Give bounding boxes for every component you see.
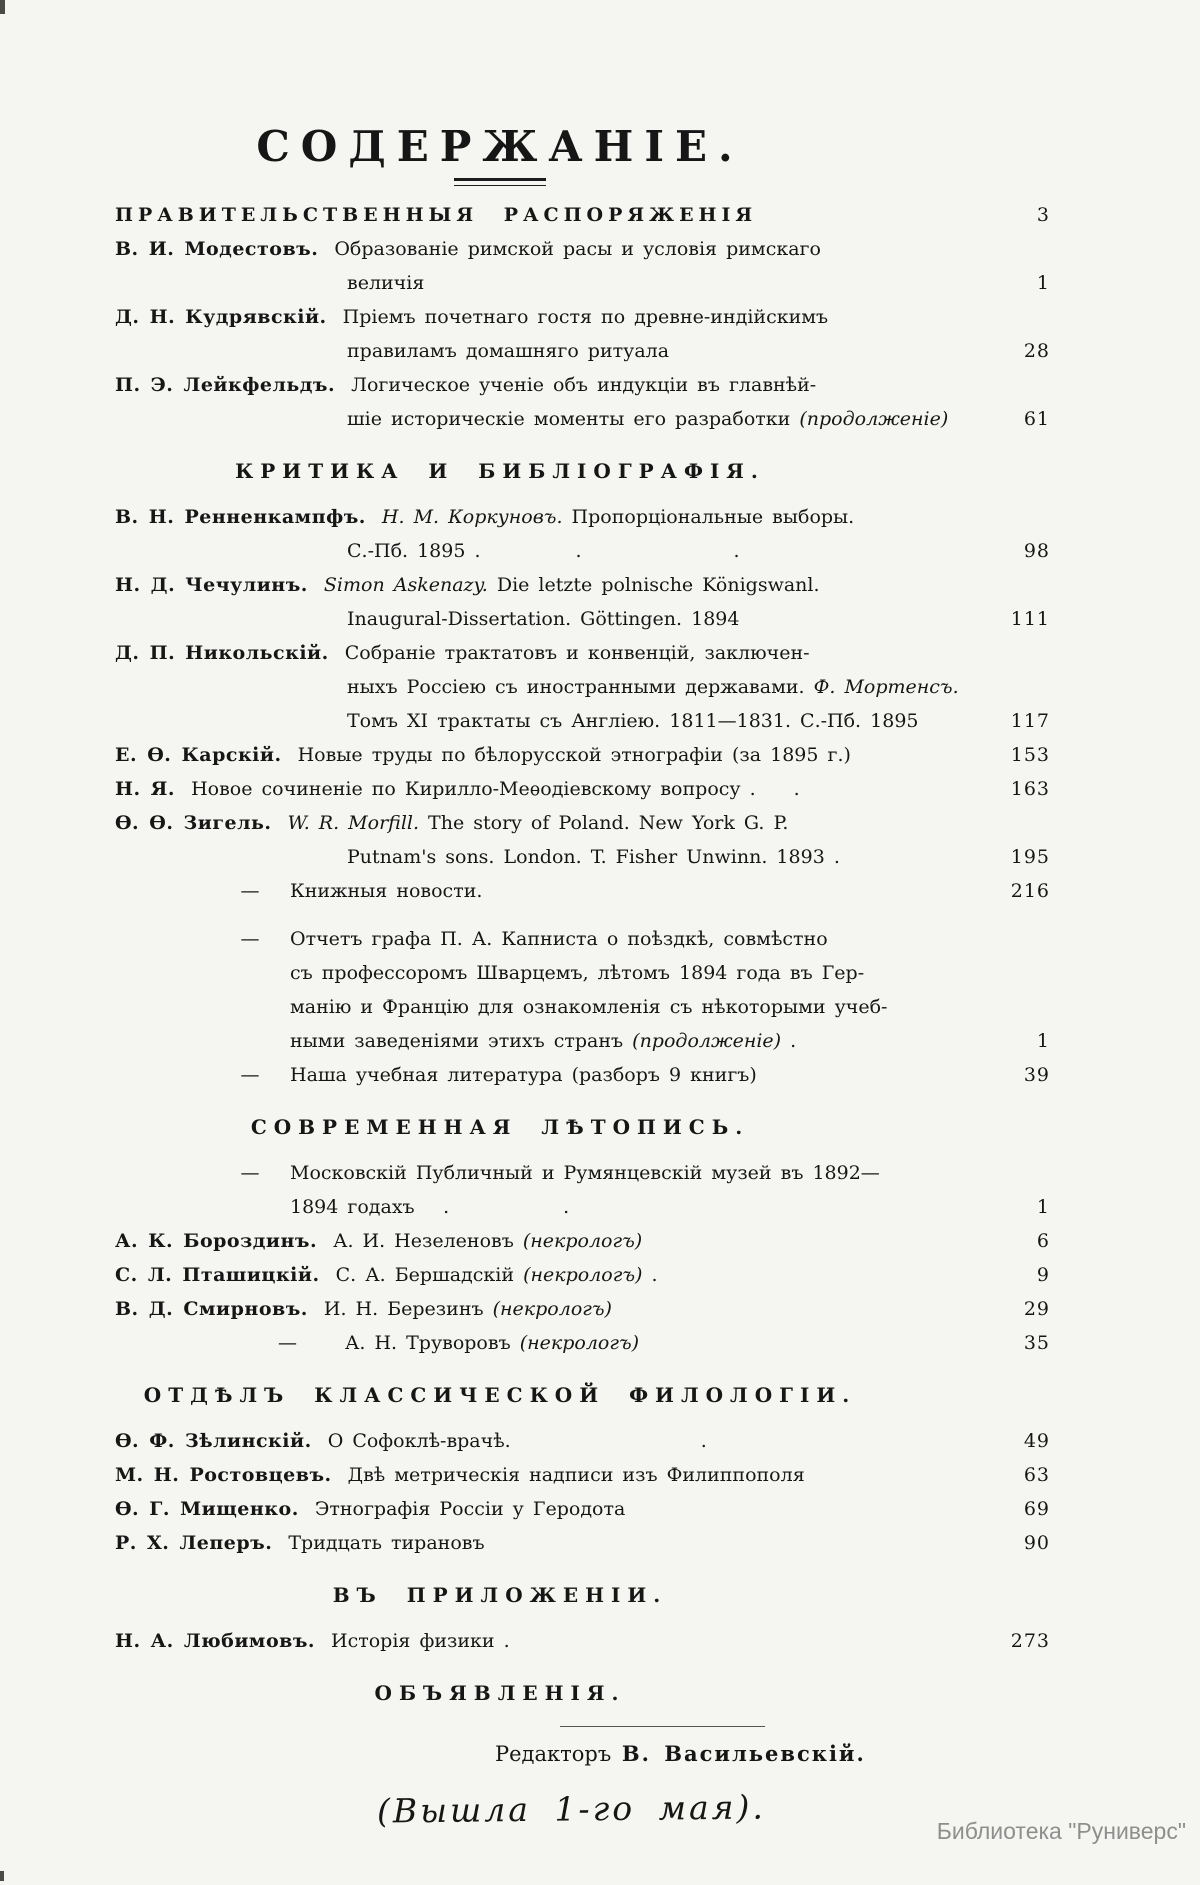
entry-author: М. Н. Ростовцевъ. xyxy=(115,1464,332,1486)
entry-title-text: Образованіе римской расы и условія римскаго xyxy=(334,238,821,260)
entry-title-text: правиламъ домашняго ритуала xyxy=(347,340,670,362)
entry-line xyxy=(115,1624,955,1658)
page-number: 153 xyxy=(1010,744,1050,766)
scan-artifact xyxy=(0,1871,4,1881)
entry-title-text: Томъ XI трактаты съ Англіею. 1811—1831. С.-Пб. 1895 xyxy=(347,710,919,732)
entry-line xyxy=(115,772,955,806)
entry-line xyxy=(115,806,955,840)
entry-title-text: шіе историческіе моменты его разработки xyxy=(347,408,800,430)
section-heading: КРИТИКА И БИБЛІОГРАФІЯ. xyxy=(235,459,765,483)
page-number: 9 xyxy=(1036,1264,1050,1286)
entry-author: Ѳ. Г. Мищенко. xyxy=(115,1498,299,1520)
entry-title-text: Логическое ученіе объ индукціи въ главнѣй- xyxy=(351,374,817,396)
entry-line xyxy=(115,1492,955,1526)
entry-line xyxy=(290,1024,955,1058)
section-heading: ОТДѢЛЪ КЛАССИЧЕСКОЙ ФИЛОЛОГІИ. xyxy=(143,1383,857,1407)
entry-line xyxy=(347,704,955,738)
entry-line xyxy=(347,534,955,568)
page-number: 3 xyxy=(1036,204,1050,226)
entry-line xyxy=(115,1326,955,1360)
entry-line xyxy=(347,840,955,874)
dash-marker: — xyxy=(240,880,260,902)
entry-line xyxy=(115,1458,955,1492)
handwritten-note: (Вышла 1-го мая). xyxy=(376,1787,767,1831)
entry-title-italic: (продолженіе) xyxy=(799,408,949,430)
title-rule xyxy=(454,178,546,186)
entry-title-text: съ профессоромъ Шварцемъ, лѣтомъ 1894 года въ Гер- xyxy=(290,962,865,984)
entry-author: С. Л. Пташицкій. xyxy=(115,1264,320,1286)
entry-author: В. Н. Ренненкампфъ. xyxy=(115,506,366,528)
page-number: 28 xyxy=(1023,340,1050,362)
entry-title-italic: (некрологъ) xyxy=(522,1230,643,1252)
toc-entry xyxy=(115,772,1050,806)
entry-line xyxy=(290,956,955,990)
toc-entry xyxy=(115,368,1050,436)
page-number: 1 xyxy=(1036,1196,1050,1218)
entry-line xyxy=(290,1190,955,1224)
toc-entry xyxy=(115,198,1050,232)
section-heading: СОВРЕМЕННАЯ ЛѢТОПИСЬ. xyxy=(250,1115,750,1139)
entry-line xyxy=(115,922,955,956)
entry-line xyxy=(115,874,955,908)
entry-title-text: Наша учебная литература (разборъ 9 книгъ) xyxy=(290,1064,757,1086)
entry-line xyxy=(115,738,955,772)
footer-rule xyxy=(560,1726,765,1727)
entry-line xyxy=(115,500,955,534)
entry-title-text: The story of Poland. New York G. P. xyxy=(419,812,789,834)
document-sheet xyxy=(115,0,1050,1831)
entry-title-text: Отчетъ графа П. А. Капниста о поѣздкѣ, совмѣстно xyxy=(290,928,828,950)
toc-entry xyxy=(115,1292,1050,1326)
entry-title-text: Putnam's sons. London. T. Fisher Unwinn. 1893 . xyxy=(347,846,840,868)
entry-title-text: 1894 годахъ . . xyxy=(290,1196,570,1218)
entry-line xyxy=(115,198,955,232)
entry-author: А. К. Бороздинъ. xyxy=(115,1230,318,1252)
entry-title-italic: (продолженіе) xyxy=(632,1030,782,1052)
library-watermark: Библиотека "Руниверс" xyxy=(936,1818,1186,1844)
entry-title-text: ныхъ Россіею съ иностранными державами. xyxy=(347,676,814,698)
entry-line xyxy=(115,232,955,266)
entry-title-text: Этнографія Россіи у Геродота xyxy=(314,1498,626,1520)
entry-title-text: Двѣ метрическія надписи изъ Филиппополя xyxy=(347,1464,805,1486)
toc-entry xyxy=(115,1058,1050,1092)
entry-line xyxy=(347,334,955,368)
entry-line xyxy=(115,1258,955,1292)
entry-title-text: Новое сочиненіе по Кирилло-Меѳодіевскому вопросу . . xyxy=(191,778,800,800)
entry-author: Ѳ. Ѳ. Зигель. xyxy=(115,812,272,834)
page-number: 49 xyxy=(1023,1430,1050,1452)
toc-entry xyxy=(115,1492,1050,1526)
entry-line xyxy=(115,1156,955,1190)
toc-entry xyxy=(115,232,1050,300)
entry-author: В. И. Модестовъ. xyxy=(115,238,319,260)
page-number: 163 xyxy=(1010,778,1050,800)
entry-title-text: Пропорціональные выборы. xyxy=(562,506,855,528)
page-number: 63 xyxy=(1023,1464,1050,1486)
scan-artifact xyxy=(0,0,5,14)
entry-line xyxy=(115,300,955,334)
page-number: 90 xyxy=(1023,1532,1050,1554)
toc-entry xyxy=(115,636,1050,738)
entry-title-italic: (некрологъ) xyxy=(519,1332,640,1354)
entry-line xyxy=(290,990,955,1024)
toc-entry xyxy=(115,1458,1050,1492)
entry-title-italic: Ф. Мортенсъ. xyxy=(813,676,959,698)
toc-entry xyxy=(115,1624,1050,1658)
page-number: 98 xyxy=(1023,540,1050,562)
entry-author: Д. Н. Кудрявскій. xyxy=(115,306,327,328)
entry-author: Р. Х. Леперъ. xyxy=(115,1532,273,1554)
dash-marker: — xyxy=(240,928,260,950)
entry-title-text: Собраніе трактатовъ и конвенцій, заключен- xyxy=(344,642,810,664)
entry-title-text: Тридцать тирановъ xyxy=(288,1532,485,1554)
entry-title-italic: W. R. Morfill. xyxy=(287,812,420,834)
page-number: 1 xyxy=(1036,1030,1050,1052)
entry-title-text: величія xyxy=(347,272,425,294)
entry-title-text: Die letzte polnische Königswanl. xyxy=(487,574,820,596)
entry-line xyxy=(115,1058,955,1092)
toc-entry xyxy=(115,1326,1050,1360)
entry-title-text: Inaugural-Dissertation. Göttingen. 1894 xyxy=(347,608,740,630)
entry-title-text: Московскій Публичный и Румянцевскій музей въ 1892— xyxy=(290,1162,880,1184)
entry-line xyxy=(347,266,955,300)
toc-entry xyxy=(115,500,1050,568)
editor-name: В. Васильевскій. xyxy=(621,1741,866,1766)
toc-entry xyxy=(115,300,1050,368)
entry-line xyxy=(115,1224,955,1258)
dash-marker: — xyxy=(240,1162,260,1184)
toc-entry xyxy=(115,1224,1050,1258)
editor-label: Редакторъ xyxy=(495,1742,612,1766)
entry-line xyxy=(347,670,959,704)
page-number: 61 xyxy=(1023,408,1050,430)
entry-author: Ѳ. Ф. Зѣлинскій. xyxy=(115,1430,312,1452)
entry-author: Н. Я. xyxy=(115,778,176,800)
entry-title-text: ными заведеніями этихъ странъ xyxy=(290,1030,633,1052)
page-number: 117 xyxy=(1010,710,1050,732)
entry-line xyxy=(115,1424,955,1458)
toc-entry xyxy=(115,1424,1050,1458)
page-number: 273 xyxy=(1010,1630,1050,1652)
entry-title-text: С. А. Бершадскій xyxy=(335,1264,524,1286)
toc-entry xyxy=(115,1156,1050,1224)
entry-title-text: Книжныя новости. xyxy=(290,880,483,902)
entry-title-italic: (некрологъ) xyxy=(492,1298,612,1320)
entry-title-text: . xyxy=(642,1264,658,1286)
entry-title-text: ПРАВИТЕЛЬСТВЕННЫЯ РАСПОРЯЖЕНІЯ xyxy=(115,204,758,226)
entry-line xyxy=(115,1526,955,1560)
section-heading: ОБЪЯВЛЕНІЯ. xyxy=(374,1681,626,1705)
page-number: 216 xyxy=(1010,880,1050,902)
entry-author: Н. Д. Чечулинъ. xyxy=(115,574,308,596)
editor-line xyxy=(495,1741,1050,1766)
toc-entry xyxy=(115,1258,1050,1292)
entry-title-italic: (некрологъ) xyxy=(523,1264,643,1286)
dash-marker: — xyxy=(240,1064,260,1086)
entry-line xyxy=(347,602,955,636)
toc-entry xyxy=(115,738,1050,772)
page-number: 6 xyxy=(1036,1230,1050,1252)
entry-line xyxy=(115,636,955,670)
toc-entry xyxy=(115,922,1050,1058)
entry-author: Н. А. Любимовъ. xyxy=(115,1630,316,1652)
entry-title-text: . xyxy=(781,1030,797,1052)
page-number: 35 xyxy=(1023,1332,1050,1354)
page-number: 1 xyxy=(1036,272,1050,294)
entry-title-text: манію и Францію для ознакомленія съ нѣкоторыми учеб- xyxy=(290,996,888,1018)
entry-title-italic: Simon Askenazy. xyxy=(323,574,488,596)
page-number: 195 xyxy=(1010,846,1050,868)
toc-entry xyxy=(115,806,1050,874)
toc-sections xyxy=(115,198,1050,1710)
page-number: 39 xyxy=(1023,1064,1050,1086)
entry-author: В. Д. Смирновъ. xyxy=(115,1298,308,1320)
entry-title-text: Исторія физики . xyxy=(331,1630,510,1652)
page-number: 69 xyxy=(1023,1498,1050,1520)
title-block xyxy=(115,122,885,186)
entry-line xyxy=(115,568,955,602)
toc-entry xyxy=(115,1526,1050,1560)
entry-author: П. Э. Лейкфельдъ. xyxy=(115,374,336,396)
page-title: СОДЕРЖАНІЕ. xyxy=(256,122,744,171)
entry-title-text: О Софоклѣ-врачѣ. . xyxy=(327,1430,707,1452)
entry-title-italic: Н. М. Коркуновъ. xyxy=(381,506,563,528)
entry-line xyxy=(347,402,955,436)
dash-marker: — xyxy=(278,1332,297,1354)
entry-title-text: С.-Пб. 1895 . . . xyxy=(347,540,740,562)
toc-entry xyxy=(115,874,1050,908)
entry-line xyxy=(115,1292,955,1326)
toc-entry xyxy=(115,568,1050,636)
entry-title-text: А. И. Незеленовъ xyxy=(333,1230,523,1252)
page-number: 111 xyxy=(1010,608,1050,630)
section-heading: ВЪ ПРИЛОЖЕНІИ. xyxy=(332,1583,668,1607)
entry-title-text: Пріемъ почетнаго гостя по древне-индійскимъ xyxy=(342,306,829,328)
entry-author: Е. Ѳ. Карскій. xyxy=(115,744,282,766)
entry-title-text: И. Н. Березинъ xyxy=(323,1298,493,1320)
entry-line xyxy=(115,368,955,402)
page-number: 29 xyxy=(1023,1298,1050,1320)
entry-title-text: А. Н. Труворовъ xyxy=(345,1332,520,1354)
entry-title-text: Новые труды по бѣлорусской этнографіи (за 1895 г.) xyxy=(297,744,851,766)
entry-author: Д. П. Никольскій. xyxy=(115,642,329,664)
